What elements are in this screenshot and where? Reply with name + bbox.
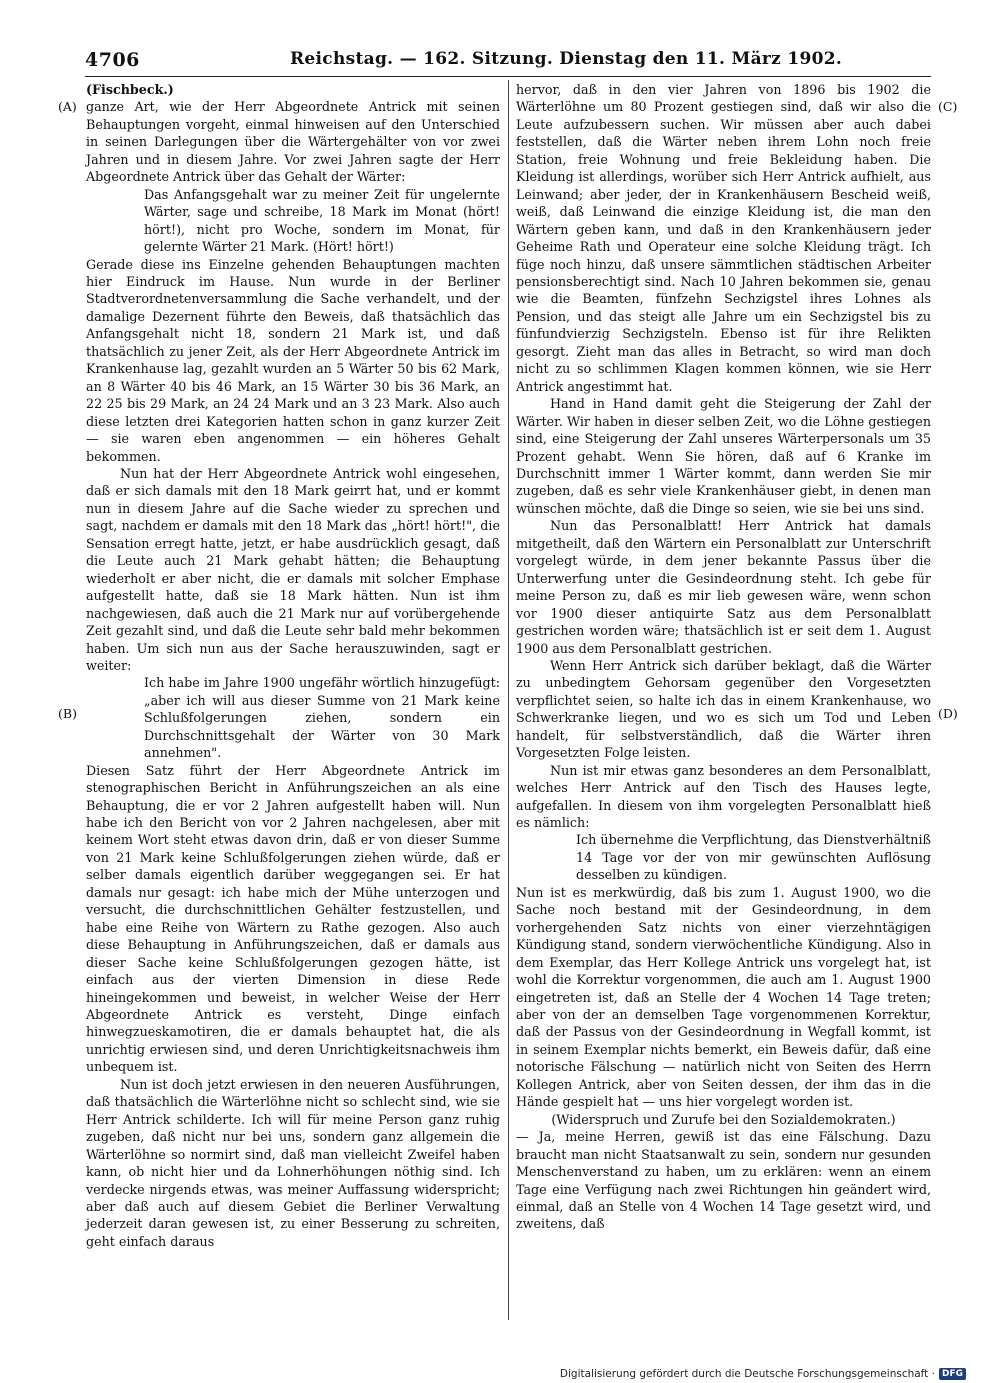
dfg-logo: DFG xyxy=(939,1368,966,1380)
interjection: (Widerspruch und Zurufe bei den Sozialdemokraten.) xyxy=(551,1111,896,1127)
block-quote: Ich übernehme die Verpflichtung, das Dienstverhältniß 14 Tage vor der von mir gewünschten Auflösung desselben zu kündigen. xyxy=(576,832,931,883)
header-rule xyxy=(85,76,931,77)
block-quote: Ich habe im Jahre 1900 ungefähr wörtlich hinzugefügt: „aber ich will aus dieser Summe von 21 Mark keine Schlußfolgerungen ziehen, sondern ein Durchschnittsgehalt der Wärter von 30 Mark annehmen". xyxy=(144,675,500,761)
paragraph: Nun hat der Herr Abgeordnete Antrick wohl eingesehen, daß er sich damals mit den 18 Mark geirrt hat, und er kommt nun in diesem Jahre auf die Sache wieder zu sprechen und sagt, nachdem er damals mit den 18 Mark das „hört! hört!", die Sensation erregt hatte, jetzt, er habe ausdrücklich gesagt, daß die Leute auch 21 Mark gehabt hätten; die Behauptung wiederholt er aber nicht, die er damals mit solcher Emphase aufgestellt hatte, daß sie 18 Mark hätten. Nun ist ihm nachgewiesen, daß auch die 21 Mark nur auf vorübergehende Zeit gezahlt sind, und daß die Leute sehr bald mehr bekommen haben. Um sich nun aus der Sache herauszuwinden, sagt er weiter: xyxy=(86,465,500,673)
margin-marker-b: (B) xyxy=(58,706,77,721)
right-column xyxy=(516,81,931,1233)
paragraph: ganze Art, wie der Herr Abgeordnete Antrick mit seinen Behauptungen vorgeht, einmal hinweisen auf den Unterschied in seinen Darlegungen über die Wärtergehälter von vor zwei Jahren und in diesem Jahre. Vor zwei Jahren sagte der Herr Abgeordnete Antrick über das Gehalt der Wärter: xyxy=(86,99,500,185)
paragraph: hervor, daß in den vier Jahren von 1896 bis 1902 die Wärterlöhne um 80 Prozent gestiegen sind, daß wir also die Leute aufzubessern suchen. Wir müssen aber auch dabei feststellen, daß die Wärter neben ihrem Lohn noch freie Station, freie Wohnung und freie Bekleidung haben. Die Kleidung ist allerdings, worüber sich Herr Antrick aufhielt, aus Leinwand; aber jeder, der in Krankenhäusern Bescheid weiß, weiß, daß Leinwand die einzige Kleidung ist, die man den Wärtern geben kann, und daß in den Krankenhäusern jeder Geheime Rath und Operateur eine solche Kleidung trägt. Ich füge noch hinzu, daß unsere sämmtlichen städtischen Arbeiter pensionsberechtigt sind. Nach 10 Jahren bekommen sie, genau wie die Beamten, fünfzehn Sechzigstel ihres Lohnes als Pension, und das steigt alle Jahre um ein Sechzigstel bis zu fünfundvierzig Sechzigsteln. Ebenso ist für ihre Relikten gesorgt. Zieht man das alles in Betracht, so wird man doch nicht zu so schlimmen Klagen kommen können, wie sie Herr Antrick angestimmt hat. xyxy=(516,82,931,394)
paragraph: Nun das Personalblatt! Herr Antrick hat damals mitgetheilt, daß den Wärtern ein Personalblatt zur Unterschrift vorgelegt würde, in dem jener bekannte Passus über die Unterwerfung unter die Gesindeordnung steht. Ich gebe für meine Person zu, daß es mir lieb gewesen wäre, wenn schon vor 1900 dieser antiquirte Satz aus dem Personalblatt gestrichen worden wäre; thatsächlich ist er seit dem 1. August 1900 aus dem Personalblatt gestrichen. xyxy=(516,518,931,656)
column-divider xyxy=(508,80,509,1320)
margin-marker-a: (A) xyxy=(58,99,77,114)
paragraph: Nun ist es merkwürdig, daß bis zum 1. August 1900, wo die Sache noch bestand mit der Gesindeordnung, in dem vorhergehenden Satz nichts von einer vierzehntägigen Kündigung stand, sondern vierwöchentliche Kündigung. Also in dem Exemplar, das Herr Kollege Antrick uns vorgelegt hat, ist wohl die Korrektur vorgenommen, die auch am 1. August 1900 eingetreten ist, daß an Stelle der 4 Wochen 14 Tage treten; aber von der an demselben Tage vorgenommenen Korrektur, daß der Passus von der Gesindeordnung in Wegfall kommt, ist in seinem Exemplar nichts bemerkt, ein Beweis dafür, daß eine notorische Fälschung — natürlich nicht von Seiten des Herrn Kollegen Antrick, aber von Seiten dessen, der ihm das in die Hände gespielt hat — uns hier vorgelegt worden ist. xyxy=(516,884,931,1110)
paragraph: Gerade diese ins Einzelne gehenden Behauptungen machten hier Eindruck im Hause. Nun wurde in der Berliner Stadtverordnetenversammlung die Sache verhandelt, und der damalige Dezernent führte den Beweis, daß thatsächlich das Anfangsgehalt nicht 18, sondern 21 Mark ist, und daß thatsächlich zu jener Zeit, als der Herr Abgeordnete Antrick im Krankenhause lag, gezahlt wurden an 5 Wärter 50 bis 62 Mark, an 8 Wärter 40 bis 46 Mark, an 15 Wärter 30 bis 36 Mark, an 22 25 bis 29 Mark, an 24 24 Mark und an 3 23 Mark. Also auch diese letzten drei Kategorien hatten schon in ganz kurzer Zeit — sie waren eben angenommen — ein höheres Gehalt bekommen. xyxy=(86,256,500,464)
paragraph: Hand in Hand damit geht die Steigerung der Zahl der Wärter. Wir haben in dieser selben Zeit, wo die Löhne gestiegen sind, eine Steigerung der Zahl unseres Wärterpersonals um 35 Prozent gehabt. Wenn Sie hören, daß auf 6 Kranke im Durchschnitt immer 1 Wärter kommt, dann werden Sie mir zugeben, daß es sehr viele Krankenhäuser giebt, in denen man wünschen möchte, daß die Dinge so seien, wie sie bei uns sind. xyxy=(516,396,931,516)
footer-credit: Digitalisierung gefördert durch die Deutsche Forschungsgemeinschaft · xyxy=(559,1368,935,1380)
paragraph: Nun ist mir etwas ganz besonderes an dem Personalblatt, welches Herr Antrick auf den Tisch des Hauses legte, aufgefallen. In diesem von ihm vorgelegten Personalblatt hieß es nämlich: xyxy=(516,762,931,831)
paragraph: Wenn Herr Antrick sich darüber beklagt, daß die Wärter zu unbedingtem Gehorsam gegenüber den Vorgesetzten verpflichtet seien, so halte ich das in einem Krankenhause, wo Schwerkranke liegen, und wo es sich um Tod und Leben handelt, für selbstverständlich, daß die Wärter ihren Vorgesetzten Folge leisten. xyxy=(516,657,931,761)
page-number: 4706 xyxy=(85,49,140,71)
paragraph: — Ja, meine Herren, gewiß ist das eine Fälschung. Dazu braucht man nicht Staatsanwalt zu sein, sondern nur gesunden Menschenverstand zu haben, um zu erklären: wenn an einem Tage eine Verfügung nach zwei Richtungen hin geändert wird, einmal, daß an Stelle von 4 Wochen 14 Tage gesetzt wird, und zweitens, daß xyxy=(516,1129,931,1232)
footer xyxy=(560,1368,966,1380)
margin-marker-d: (D) xyxy=(938,706,958,721)
block-quote: Das Anfangsgehalt war zu meiner Zeit für ungelernte Wärter, sage und schreibe, 18 Mark im Monat (hört! hört!), nicht pro Woche, sondern im Monat, für gelernte Wärter 21 Mark. (Hört! hört!) xyxy=(144,186,500,255)
running-head: Reichstag. — 162. Sitzung. Dienstag den 11. März 1902. xyxy=(290,49,843,69)
left-column xyxy=(86,81,500,1250)
paragraph: Diesen Satz führt der Herr Abgeordnete Antrick im stenographischen Bericht in Anführungszeichen an als eine Behauptung, die er vor 2 Jahren aufgestellt haben will. Nun habe ich den Bericht von vor 2 Jahren nachgelesen, aber mit keinem Wort steht etwas davon drin, daß er von dieser Summe von 21 Mark keine Schlußfolgerungen ziehen würde, daß er selber damals eigentlich darüber weggegangen sei. Er hat damals nur gesagt: ich habe mich der Mühe unterzogen und versucht, die durchschnittlichen Gehälter festzustellen, und habe eine Reihe von Wärtern zu Rathe gezogen. Also auch diese Behauptung in Anführungszeichen, daß er damals aus dieser Sache keine Schlußfolgerungen gezogen hätte, ist einfach aus der vierten Dimension in diese Rede hineingekommen und beweist, in welcher Weise der Herr Abgeordnete Antrick es versteht, Dinge einfach hinwegzueskamotiren, die er damals behauptet hat, die als unrichtig erwiesen sind, und deren Unrichtigkeitsnachweis ihm unbequem ist. xyxy=(86,762,500,1075)
margin-marker-c: (C) xyxy=(938,99,958,114)
speaker-name: (Fischbeck.) xyxy=(86,82,174,97)
paragraph: Nun ist doch jetzt erwiesen in den neueren Ausführungen, daß thatsächlich die Wärterlöhne nicht so schlecht sind, wie sie Herr Antrick schilderte. Ich will für meine Person ganz ruhig zugeben, daß nicht nur bei uns, sondern ganz allgemein die Wärterlöhne so normirt sind, daß man vielleicht Zweifel haben kann, ob nicht hier und da Lohnerhöhungen nöthig sind. Ich verdecke nirgends etwas, was meiner Auffassung widerspricht; aber daß auch auf diesem Gebiet die Berliner Verwaltung jederzeit daran gewesen ist, zu einer Besserung zu schreiten, geht einfach daraus xyxy=(86,1076,500,1249)
